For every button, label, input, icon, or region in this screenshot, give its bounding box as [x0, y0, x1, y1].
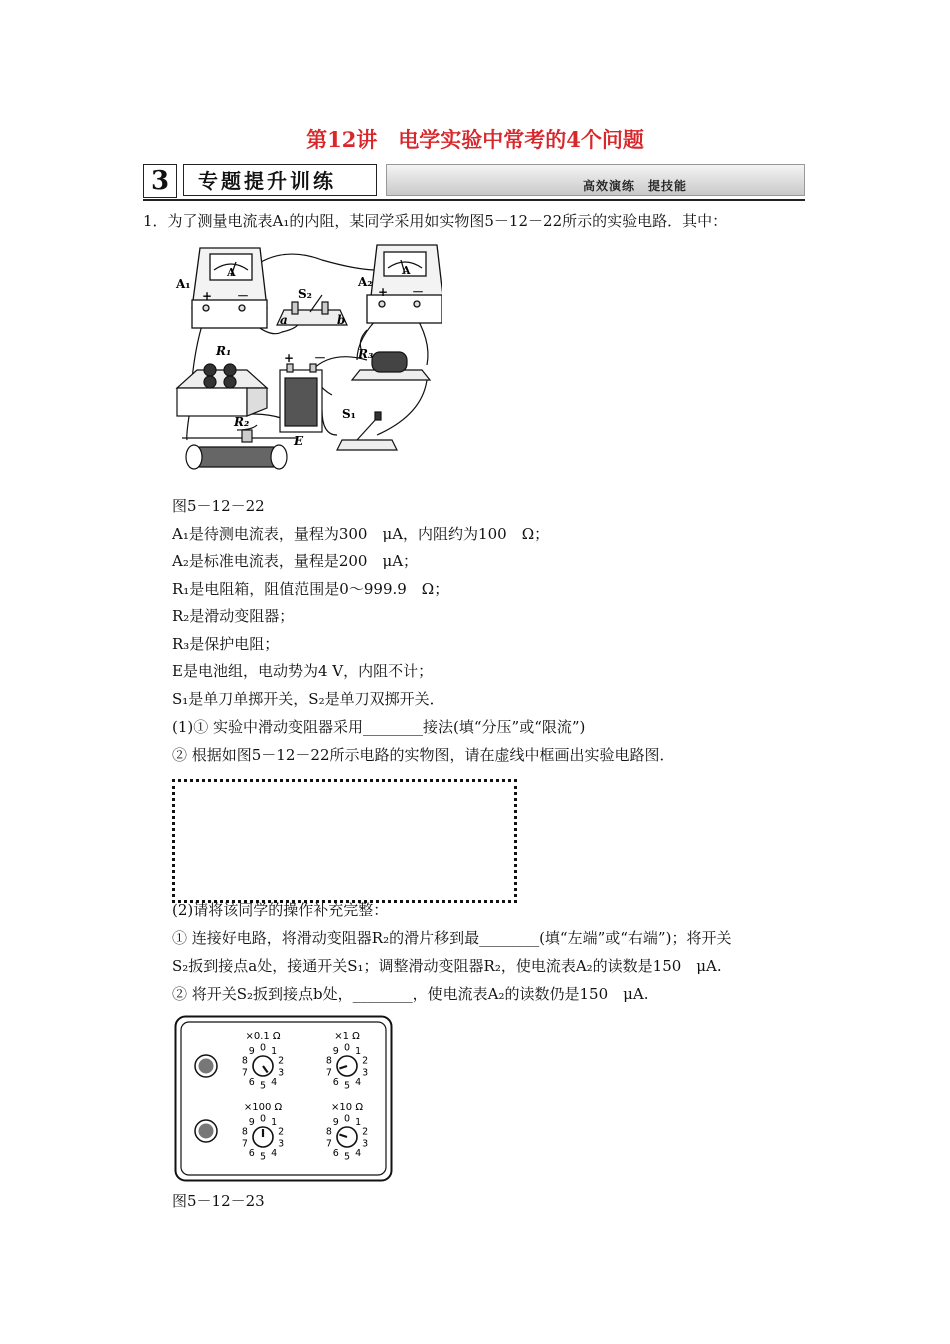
resistance-box-r1	[177, 364, 267, 416]
label-a2-minus: －	[412, 285, 425, 299]
rheostat-r2	[182, 430, 297, 469]
circuit-apparatus-figure	[172, 240, 442, 490]
dial-digit: 6	[332, 1147, 339, 1159]
section-number: 3	[143, 164, 177, 198]
section-banner	[143, 164, 805, 198]
banner-slogan: 高效演练 提技能	[582, 179, 687, 193]
part2-question-1a: ① 连接好电路，将滑动变阻器R₂的滑片移到最________(填“左端”或“右端”)；将开关	[172, 929, 732, 947]
dial-digit: 5	[259, 1151, 267, 1163]
dial-digit: 6	[248, 1147, 255, 1159]
label-a1-minus: －	[237, 289, 250, 303]
ammeter-a1	[192, 248, 267, 328]
ammeter-a2	[367, 245, 442, 323]
item-e: E是电池组，电动势为4 V，内阻不计；	[172, 662, 434, 680]
answer-dashed-box[interactable]	[172, 779, 517, 903]
dial-digit: 8	[325, 1055, 332, 1067]
dial-digit: 8	[241, 1126, 248, 1138]
dial-digit: 3	[362, 1067, 369, 1079]
question-1-intro: 1．为了测量电流表A₁的内阻，某同学采用如实物图5－12－22所示的实验电路．其中：	[143, 212, 728, 230]
item-r1: R₁是电阻箱，阻值范围是0～999.9 Ω；	[172, 580, 450, 598]
label-a2-plus: +	[378, 285, 389, 299]
dial-digit: 4	[271, 1147, 278, 1159]
dial-digit: 8	[241, 1055, 248, 1067]
dial-digit: 6	[248, 1076, 255, 1088]
label-e: E	[294, 434, 304, 448]
dial-digit: 9	[332, 1046, 339, 1058]
dial-digit: 9	[248, 1046, 255, 1058]
page-title: 第12讲 电学实验中常考的4个问题	[306, 127, 644, 152]
part2-question-2: ② 将开关S₂扳到接点b处，________，使电流表A₂的读数仍是150 μA.	[172, 985, 649, 1003]
dial-digit: 2	[278, 1055, 285, 1067]
label-s2: S₂	[298, 287, 312, 301]
figure-1-caption: 图5－12－22	[172, 497, 265, 515]
dial-digit: 6	[332, 1076, 339, 1088]
label-a: a	[280, 313, 288, 327]
dial-digit: 7	[241, 1067, 248, 1079]
part1-question-1: (1)① 实验中滑动变阻器采用________接法(填“分压”或“限流”)	[172, 718, 586, 736]
label-a1-meter: A	[227, 266, 236, 279]
dial-digit: 3	[362, 1138, 369, 1150]
dial-digit: 4	[271, 1076, 278, 1088]
terminal-knob-center	[199, 1059, 214, 1074]
label-r3: R₃	[358, 347, 374, 361]
item-a1: A₁是待测电流表，量程为300 μA，内阻约为100 Ω；	[172, 525, 550, 543]
banner-rule	[143, 199, 805, 201]
dial-digit: 4	[355, 1076, 362, 1088]
label-r1: R₁	[216, 344, 232, 358]
battery-e	[280, 364, 322, 432]
terminal-knob-center	[199, 1124, 214, 1139]
item-switches: S₁是单刀单掷开关，S₂是单刀双掷开关．	[172, 690, 445, 708]
dial-digit: 1	[355, 1046, 362, 1058]
wire	[252, 254, 377, 270]
resistance-box-dials-figure	[174, 1015, 394, 1183]
part2-head: (2)请将该同学的操作补充完整：	[172, 901, 389, 919]
label-a1: A₁	[176, 277, 191, 291]
dial-digit: 2	[362, 1055, 369, 1067]
dial-digit: 8	[325, 1126, 332, 1138]
item-r2: R₂是滑动变阻器；	[172, 607, 295, 625]
dial-digit: 5	[259, 1080, 267, 1092]
dial-digit: 5	[343, 1151, 351, 1163]
label-b: b	[337, 313, 346, 327]
section-label: 专题提升训练	[183, 164, 377, 196]
dial-label: ×10 Ω	[331, 1102, 363, 1113]
dial-digit: 3	[278, 1138, 285, 1150]
label-s1: S₁	[342, 407, 356, 421]
label-e-minus: －	[314, 351, 327, 365]
label-e-plus: +	[284, 351, 295, 365]
dial-digit: 0	[259, 1042, 267, 1054]
dial-digit: 1	[271, 1117, 278, 1129]
item-r3: R₃是保护电阻；	[172, 635, 280, 653]
label-a2-meter: A	[402, 264, 411, 277]
dial-digit: 0	[259, 1113, 267, 1125]
dial-digit: 7	[325, 1067, 332, 1079]
label-a1-plus: +	[202, 289, 213, 303]
dial-digit: 2	[278, 1126, 285, 1138]
item-a2: A₂是标准电流表，量程是200 μA；	[172, 552, 419, 570]
dial-digit: 3	[278, 1067, 285, 1079]
dial-digit: 7	[241, 1138, 248, 1150]
dial-digit: 0	[343, 1113, 351, 1125]
dial-digit: 1	[271, 1046, 278, 1058]
dial-digit: 4	[355, 1147, 362, 1159]
dial-label: ×0.1 Ω	[245, 1031, 281, 1042]
dial-digit: 1	[355, 1117, 362, 1129]
dial-digit: 5	[343, 1080, 351, 1092]
dial-digit: 2	[362, 1126, 369, 1138]
figure-2-caption: 图5－12－23	[172, 1192, 265, 1210]
part1-question-2: ② 根据如图5－12－22所示电路的实物图，请在虚线中框画出实验电路图．	[172, 746, 675, 764]
label-a2: A₂	[358, 275, 373, 289]
part2-question-1b: S₂扳到接点a处，接通开关S₁；调整滑动变阻器R₂，使电流表A₂的读数是150 μA.	[172, 957, 722, 975]
dial-digit: 0	[343, 1042, 351, 1054]
dial-label: ×100 Ω	[243, 1102, 283, 1113]
dial-label: ×1 Ω	[334, 1031, 360, 1042]
label-r2: R₂	[234, 415, 250, 429]
dial-digit: 9	[332, 1117, 339, 1129]
dial-digit: 7	[325, 1138, 332, 1150]
dial-digit: 9	[248, 1117, 255, 1129]
